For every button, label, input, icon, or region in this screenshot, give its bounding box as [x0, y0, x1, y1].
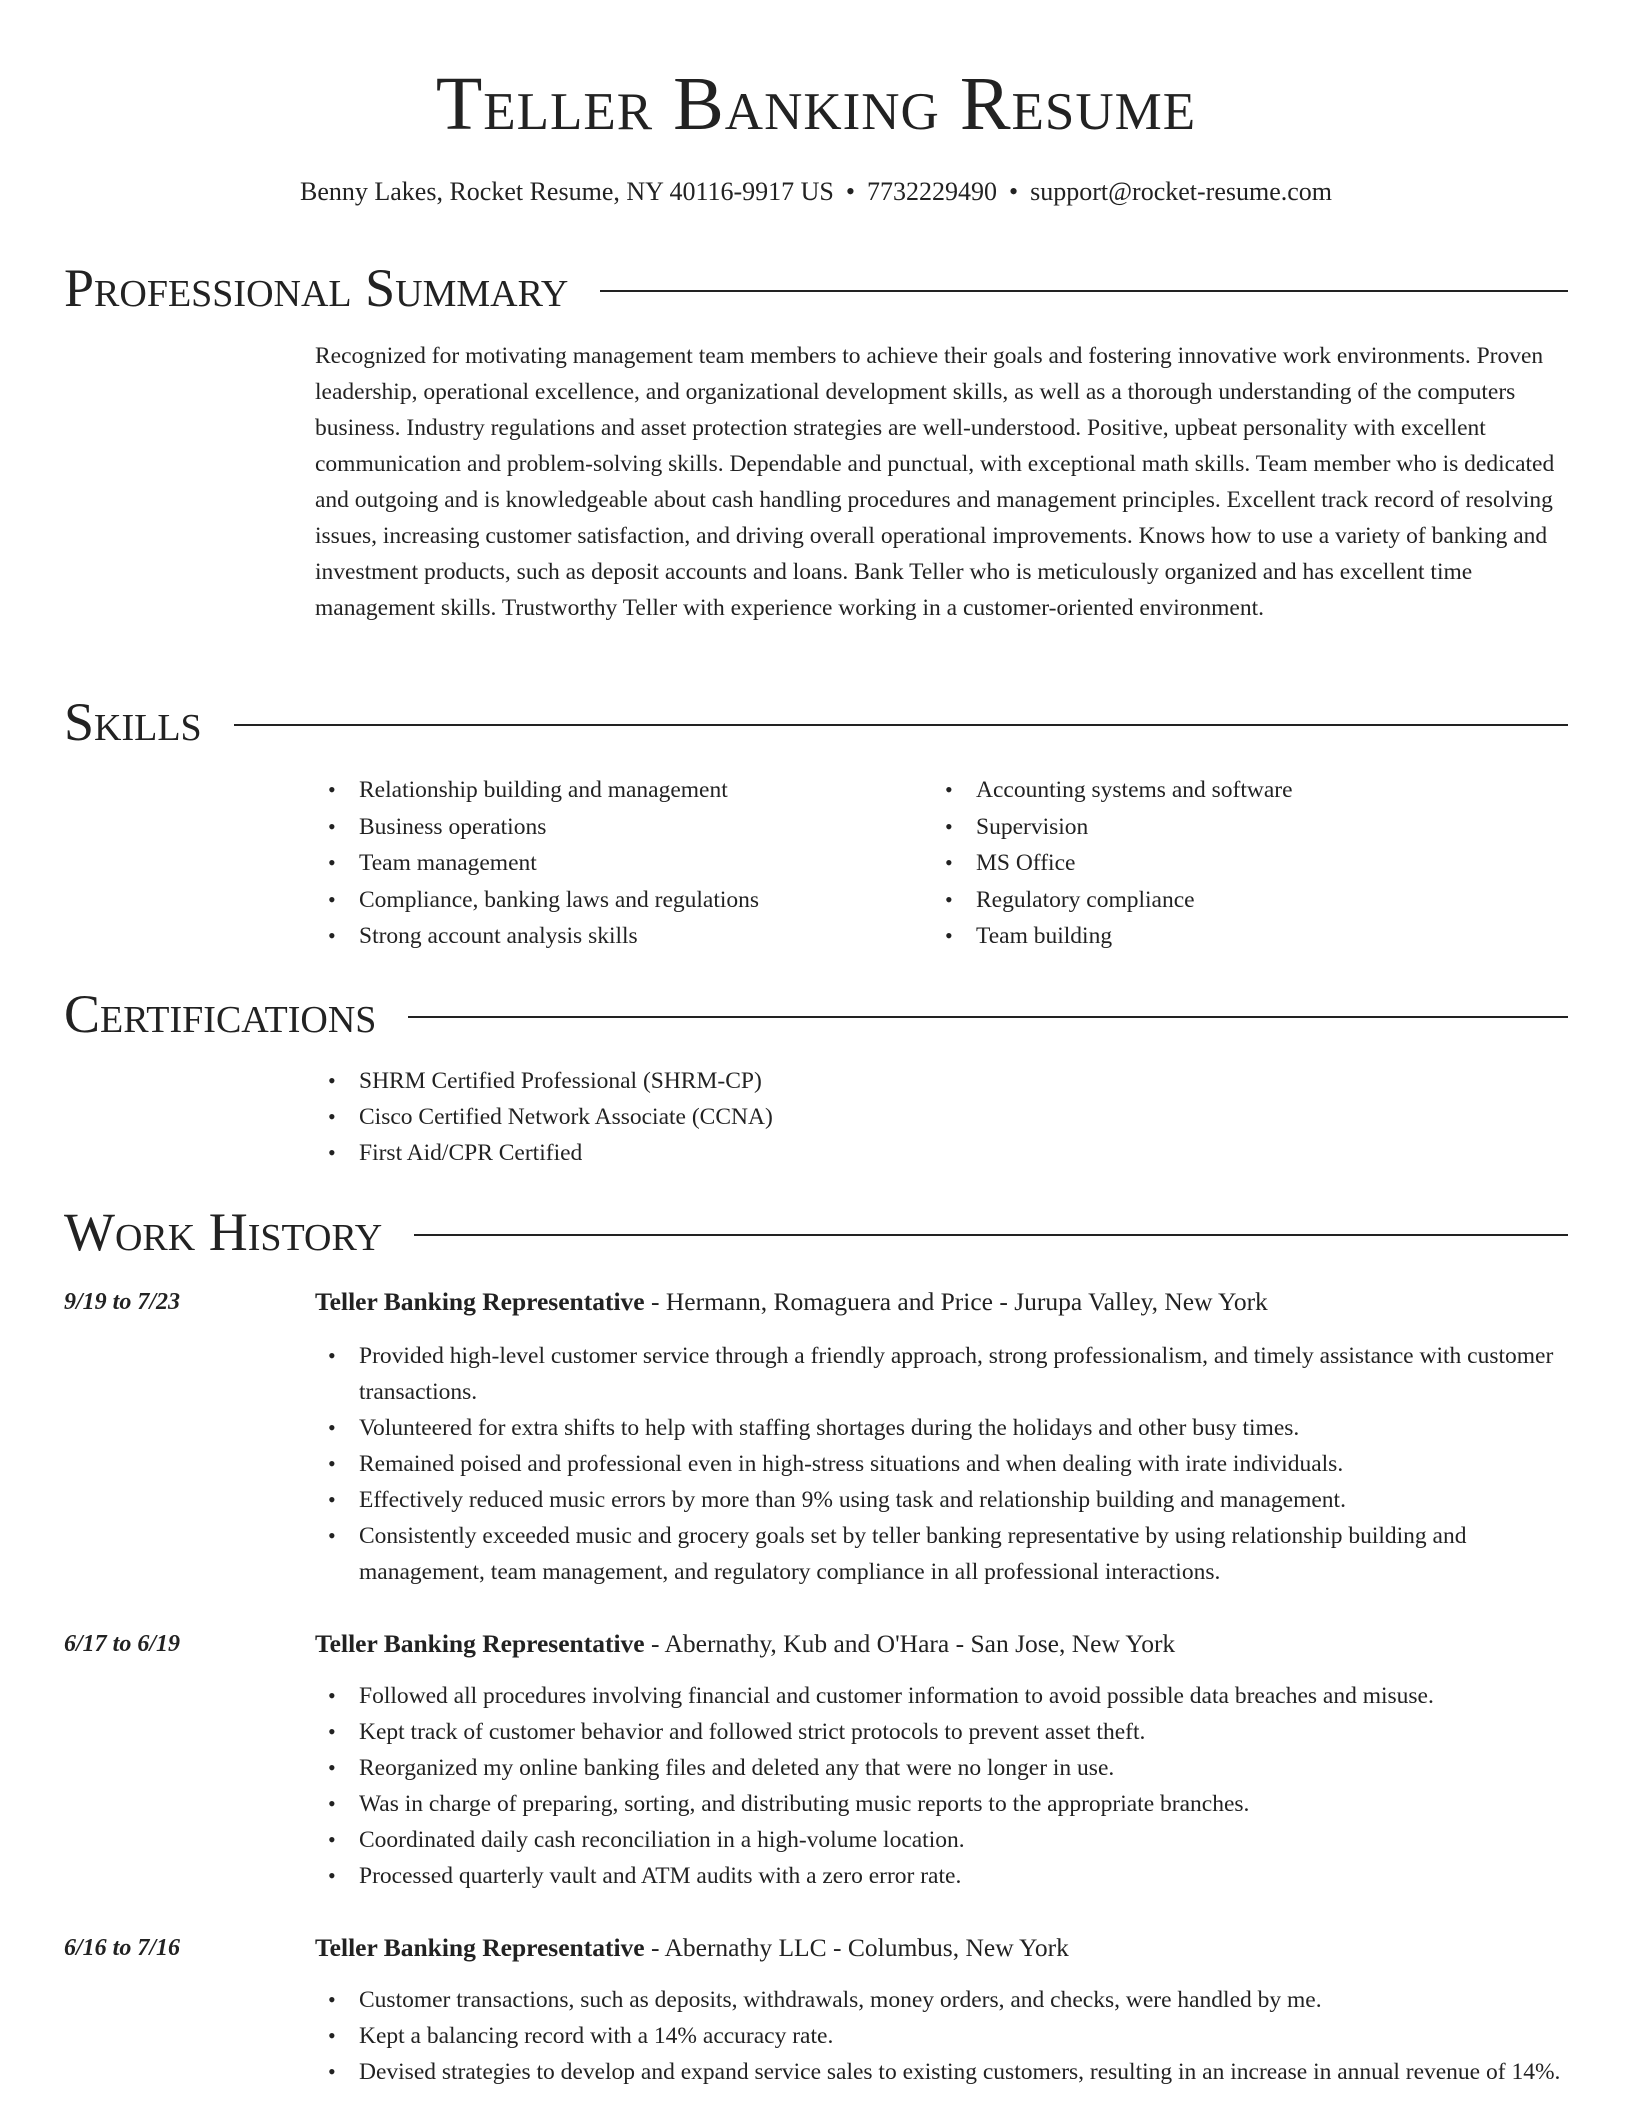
resume-title: Teller Banking Resume	[435, 62, 1197, 146]
job-title-line	[315, 1626, 1570, 1662]
job-bullet: • Kept a balancing record with a 14% accuracy rate.	[315, 2018, 1570, 2054]
contact-line	[0, 172, 1632, 212]
job-bullet: • Customer transactions, such as deposits, withdrawals, money orders, and checks, were handled by me.	[315, 1982, 1570, 2018]
section-header-skills	[64, 690, 1568, 754]
skill-item: • Relationship building and management	[315, 772, 915, 809]
skill-item: • Team building	[932, 918, 1552, 955]
section-divider	[600, 290, 1568, 292]
job-bullet: • Coordinated daily cash reconciliation in a high-volume location.	[315, 1822, 1570, 1858]
certification-item: • First Aid/CPR Certified	[315, 1135, 1215, 1171]
job-dates: 9/19 to 7/23	[64, 1289, 181, 1315]
job-role: Teller Banking Representative	[315, 1933, 645, 1962]
job-bullet: • Reorganized my online banking files and deleted any that were no longer in use.	[315, 1750, 1570, 1786]
skill-item: • Strong account analysis skills	[315, 918, 915, 955]
contact-address: Benny Lakes, Rocket Resume, NY 40116-9917 US	[299, 177, 834, 206]
contact-phone: 7732229490	[866, 177, 997, 206]
job-bullet: • Effectively reduced music errors by more than 9% using task and relationship building and management.	[315, 1482, 1570, 1518]
job-bullets	[315, 1338, 1570, 1590]
job-employer: - Abernathy LLC - Columbus, New York	[644, 1933, 1069, 1962]
job-bullet: • Devised strategies to develop and expand service sales to existing customers, resulting in an increase in annual revenue of 14%.	[315, 2054, 1570, 2090]
job-employer: - Hermann, Romaguera and Price - Jurupa Valley, New York	[644, 1287, 1268, 1316]
job-bullet: • Was in charge of preparing, sorting, and distributing music reports to the appropriate branches.	[315, 1786, 1570, 1822]
section-divider	[408, 1016, 1568, 1018]
job-role: Teller Banking Representative	[315, 1287, 645, 1316]
contact-separator: •	[1008, 177, 1019, 206]
section-header-work-history	[64, 1200, 1568, 1264]
section-title-summary: Professional Summary	[64, 258, 569, 318]
job-title-line	[315, 1930, 1570, 1966]
job-bullet: • Remained poised and professional even in high-stress situations and when dealing with irate individuals.	[315, 1446, 1570, 1482]
job-bullets	[315, 1678, 1570, 1894]
section-header-certifications	[64, 982, 1568, 1046]
skill-item: • Accounting systems and software	[932, 772, 1552, 809]
section-divider	[234, 724, 1568, 726]
skill-item: • Team management	[315, 845, 915, 882]
job-bullet: • Consistently exceeded music and grocery goals set by teller banking representative by using relationship building and management, team management, and regulatory compliance in all professional interactions.	[315, 1518, 1570, 1590]
job-bullet: • Provided high-level customer service through a friendly approach, strong professionalism, and timely assistance with customer transactions.	[315, 1338, 1570, 1410]
section-header-summary	[64, 256, 1568, 320]
summary-text: Recognized for motivating management team members to achieve their goals and fostering innovative work environments. Proven leadership, operational excellence, and organizational development skills, as well as a thorough understanding of the computers business. Industry regulations and asset protection strategies are well-understood. Positive, upbeat personality with excellent communication and problem-solving skills. Dependable and punctual, with exceptional math skills. Team member who is dedicated and outgoing and is knowledgeable about cash handling procedures and management principles. Excellent track record of resolving issues, increasing customer satisfaction, and driving overall operational improvements. Knows how to use a variety of banking and investment products, such as deposit accounts and loans. Bank Teller who is meticulously organized and has excellent time management skills. Trustworthy Teller with experience working in a customer-oriented environment.	[315, 343, 1555, 621]
contact-email: support@rocket-resume.com	[1030, 177, 1333, 206]
section-title-skills: Skills	[64, 692, 202, 752]
job-bullet: • Followed all procedures involving financial and customer information to avoid possible data breaches and misuse.	[315, 1678, 1570, 1714]
skills-list-right	[932, 772, 1552, 955]
job-bullet: • Kept track of customer behavior and followed strict protocols to prevent asset theft.	[315, 1714, 1570, 1750]
job-bullets	[315, 1982, 1570, 2090]
certifications-list	[315, 1063, 1215, 1171]
job-dates: 6/16 to 7/16	[64, 1935, 181, 1961]
job-dates: 6/17 to 6/19	[64, 1631, 181, 1657]
section-title-work-history: Work History	[64, 1202, 383, 1262]
certification-item: • SHRM Certified Professional (SHRM-CP)	[315, 1063, 1215, 1099]
job-employer: - Abernathy, Kub and O'Hara - San Jose, New York	[644, 1629, 1176, 1658]
contact-separator: •	[845, 177, 855, 206]
job-bullet: • Processed quarterly vault and ATM audits with a zero error rate.	[315, 1858, 1570, 1894]
job-role: Teller Banking Representative	[315, 1629, 645, 1658]
job-bullet: • Volunteered for extra shifts to help with staffing shortages during the holidays and other busy times.	[315, 1410, 1570, 1446]
skill-item: • MS Office	[932, 845, 1552, 882]
job-title-line	[315, 1284, 1570, 1320]
skills-list-left	[315, 772, 915, 955]
certification-item: • Cisco Certified Network Associate (CCNA)	[315, 1099, 1215, 1135]
skill-item: • Business operations	[315, 809, 915, 846]
skill-item: • Regulatory compliance	[932, 882, 1552, 919]
skill-item: • Supervision	[932, 809, 1552, 846]
section-divider	[414, 1234, 1568, 1236]
section-title-certifications: Certifications	[64, 984, 377, 1044]
skill-item: • Compliance, banking laws and regulations	[315, 882, 915, 919]
